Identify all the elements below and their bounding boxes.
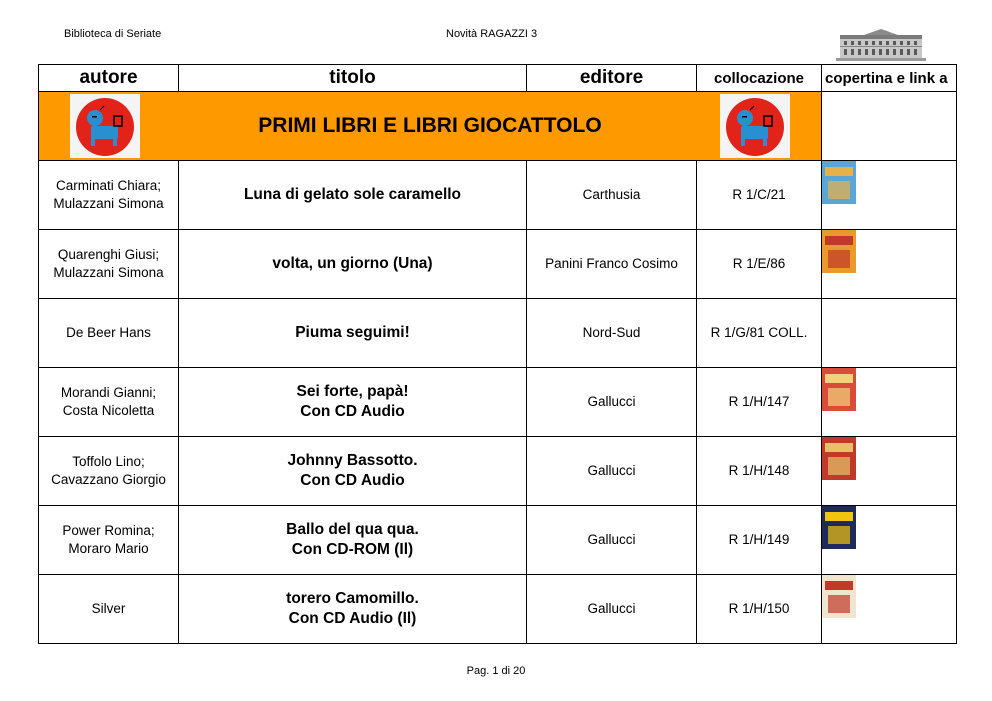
table-row bbox=[39, 506, 957, 575]
author-line: Toffolo Lino; bbox=[72, 454, 145, 469]
table-row bbox=[39, 161, 957, 230]
col-header-autore: autore bbox=[39, 65, 179, 92]
shelfmark-cell: R 1/H/149 bbox=[697, 506, 822, 575]
author-cell bbox=[39, 368, 179, 437]
robot-dog-icon bbox=[720, 94, 790, 158]
author-line: Costa Nicoletta bbox=[62, 403, 155, 418]
library-building-logo bbox=[834, 26, 928, 62]
author-line: Power Romina; bbox=[62, 523, 155, 538]
col-header-titolo: titolo bbox=[179, 65, 527, 92]
col-header-collocazione: collocazione bbox=[697, 65, 822, 92]
shelfmark-cell: R 1/C/21 bbox=[697, 161, 822, 230]
publisher-cell: Gallucci bbox=[527, 575, 697, 644]
author-line: Quarenghi Giusi; bbox=[57, 247, 160, 262]
book-cover-thumbnail[interactable] bbox=[822, 506, 856, 549]
shelfmark-cell: R 1/H/148 bbox=[697, 437, 822, 506]
publisher-cell: Nord-Sud bbox=[527, 299, 697, 368]
book-cover-thumbnail[interactable] bbox=[822, 437, 856, 480]
title-line: Piuma seguimi! bbox=[295, 324, 410, 341]
title-line: Sei forte, papà! bbox=[296, 383, 409, 400]
page-number: Pag. 1 di 20 bbox=[466, 665, 526, 677]
cover-cell bbox=[822, 230, 957, 299]
author-cell bbox=[39, 230, 179, 299]
shelfmark-cell: R 1/H/147 bbox=[697, 368, 822, 437]
title-cell bbox=[179, 161, 527, 230]
author-cell bbox=[39, 575, 179, 644]
author-line: Silver bbox=[91, 601, 126, 616]
publisher-cell: Gallucci bbox=[527, 437, 697, 506]
col-header-editore: editore bbox=[527, 65, 697, 92]
author-cell bbox=[39, 299, 179, 368]
title-line: Ballo del qua qua. bbox=[286, 521, 419, 538]
cover-cell bbox=[822, 506, 957, 575]
author-line: Moraro Mario bbox=[68, 541, 149, 556]
cover-cell bbox=[822, 161, 957, 230]
title-line: Con CD Audio bbox=[300, 403, 405, 420]
table-row bbox=[39, 230, 957, 299]
book-cover-thumbnail[interactable] bbox=[822, 161, 856, 204]
title-line: torero Camomillo. bbox=[286, 590, 419, 607]
cover-cell bbox=[822, 299, 957, 368]
section-blank-cell bbox=[822, 92, 957, 161]
book-cover-thumbnail[interactable] bbox=[822, 368, 856, 411]
author-line: Mulazzani Simona bbox=[53, 265, 164, 280]
section-row bbox=[39, 92, 957, 161]
cover-cell bbox=[822, 437, 957, 506]
publisher-cell: Gallucci bbox=[527, 368, 697, 437]
author-line: Carminati Chiara; bbox=[55, 178, 162, 193]
section-title: PRIMI LIBRI E LIBRI GIOCATTOLO bbox=[258, 114, 602, 137]
title-line: Luna di gelato sole caramello bbox=[243, 186, 462, 203]
shelfmark-cell: R 1/E/86 bbox=[697, 230, 822, 299]
table-row bbox=[39, 575, 957, 644]
table-row bbox=[39, 437, 957, 506]
cover-cell bbox=[822, 575, 957, 644]
book-cover-thumbnail[interactable] bbox=[822, 575, 856, 618]
author-cell bbox=[39, 437, 179, 506]
title-cell bbox=[179, 506, 527, 575]
table-row bbox=[39, 299, 957, 368]
shelfmark-cell: R 1/H/150 bbox=[697, 575, 822, 644]
section-band bbox=[39, 92, 822, 161]
publisher-cell: Gallucci bbox=[527, 506, 697, 575]
author-line: Mulazzani Simona bbox=[53, 196, 164, 211]
title-line: Con CD Audio bbox=[300, 472, 405, 489]
cover-cell bbox=[822, 368, 957, 437]
title-line: Con CD Audio (Il) bbox=[288, 610, 417, 627]
book-cover-thumbnail[interactable] bbox=[822, 230, 856, 273]
title-cell bbox=[179, 437, 527, 506]
title-cell bbox=[179, 575, 527, 644]
author-line: Morandi Gianni; bbox=[60, 385, 157, 400]
col-header-copertina: copertina e link a bbox=[822, 65, 957, 92]
title-cell bbox=[179, 368, 527, 437]
author-cell bbox=[39, 161, 179, 230]
author-cell bbox=[39, 506, 179, 575]
title-line: Con CD-ROM (Il) bbox=[291, 541, 414, 558]
author-line: Cavazzano Giorgio bbox=[51, 472, 166, 487]
title-cell bbox=[179, 299, 527, 368]
document-title: Novità RAGAZZI 3 bbox=[446, 28, 538, 40]
library-name: Biblioteca di Seriate bbox=[64, 28, 162, 40]
new-books-table bbox=[38, 64, 957, 644]
title-cell bbox=[179, 230, 527, 299]
publisher-cell: Carthusia bbox=[527, 161, 697, 230]
author-line: De Beer Hans bbox=[66, 325, 151, 340]
table-row bbox=[39, 368, 957, 437]
title-line: volta, un giorno (Una) bbox=[272, 255, 433, 272]
publisher-cell: Panini Franco Cosimo bbox=[527, 230, 697, 299]
shelfmark-cell: R 1/G/81 COLL. bbox=[697, 299, 822, 368]
table-header-row bbox=[39, 65, 957, 92]
title-line: Johnny Bassotto. bbox=[287, 452, 418, 469]
